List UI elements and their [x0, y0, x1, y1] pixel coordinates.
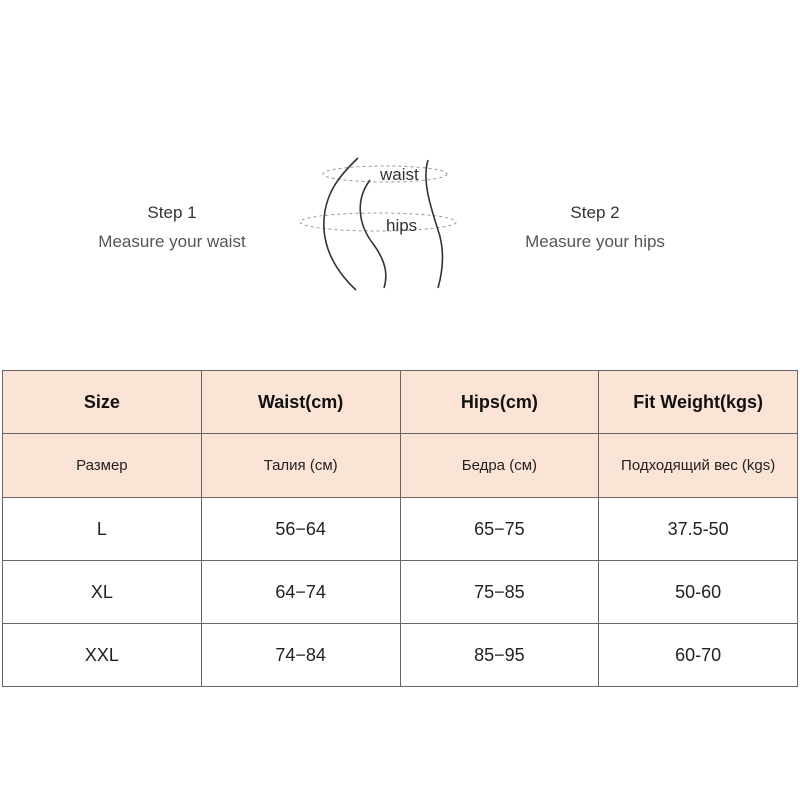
- cell-size: XXL: [3, 624, 202, 687]
- header-size-ru: Размер: [3, 434, 202, 498]
- cell-size: L: [3, 498, 202, 561]
- header-hips-ru: Бедра (см): [400, 434, 599, 498]
- header-waist-ru: Талия (см): [201, 434, 400, 498]
- header-waist: Waist(cm): [201, 371, 400, 434]
- body-measurement-illustration: [300, 150, 470, 300]
- cell-fit-weight: 37.5-50: [599, 498, 798, 561]
- waist-label: waist: [380, 165, 419, 184]
- cell-waist: 64−74: [201, 561, 400, 624]
- step-1-description: Measure your waist: [98, 232, 246, 251]
- step-2-description: Measure your hips: [525, 232, 665, 251]
- table-header-english: [3, 371, 798, 434]
- header-size: Size: [3, 371, 202, 434]
- size-chart-table: [2, 370, 798, 687]
- body-outline-left: [324, 158, 358, 290]
- cell-waist: 56−64: [201, 498, 400, 561]
- step-1: [52, 203, 292, 252]
- cell-hips: 85−95: [400, 624, 599, 687]
- header-hips: Hips(cm): [400, 371, 599, 434]
- body-outline-middle: [360, 180, 386, 288]
- cell-waist: 74−84: [201, 624, 400, 687]
- table-row: [3, 624, 798, 687]
- table-header-russian: [3, 434, 798, 498]
- cell-fit-weight: 50-60: [599, 561, 798, 624]
- hips-label: hips: [386, 216, 418, 235]
- step-2-title: Step 2: [570, 203, 620, 222]
- table-row: [3, 561, 798, 624]
- header-fit-weight-ru: Подходящий вес (kgs): [599, 434, 798, 498]
- step-1-title: Step 1: [147, 203, 197, 222]
- cell-fit-weight: 60-70: [599, 624, 798, 687]
- cell-size: XL: [3, 561, 202, 624]
- cell-hips: 65−75: [400, 498, 599, 561]
- step-2: [475, 203, 715, 252]
- cell-hips: 75−85: [400, 561, 599, 624]
- header-fit-weight: Fit Weight(kgs): [599, 371, 798, 434]
- table-row: [3, 498, 798, 561]
